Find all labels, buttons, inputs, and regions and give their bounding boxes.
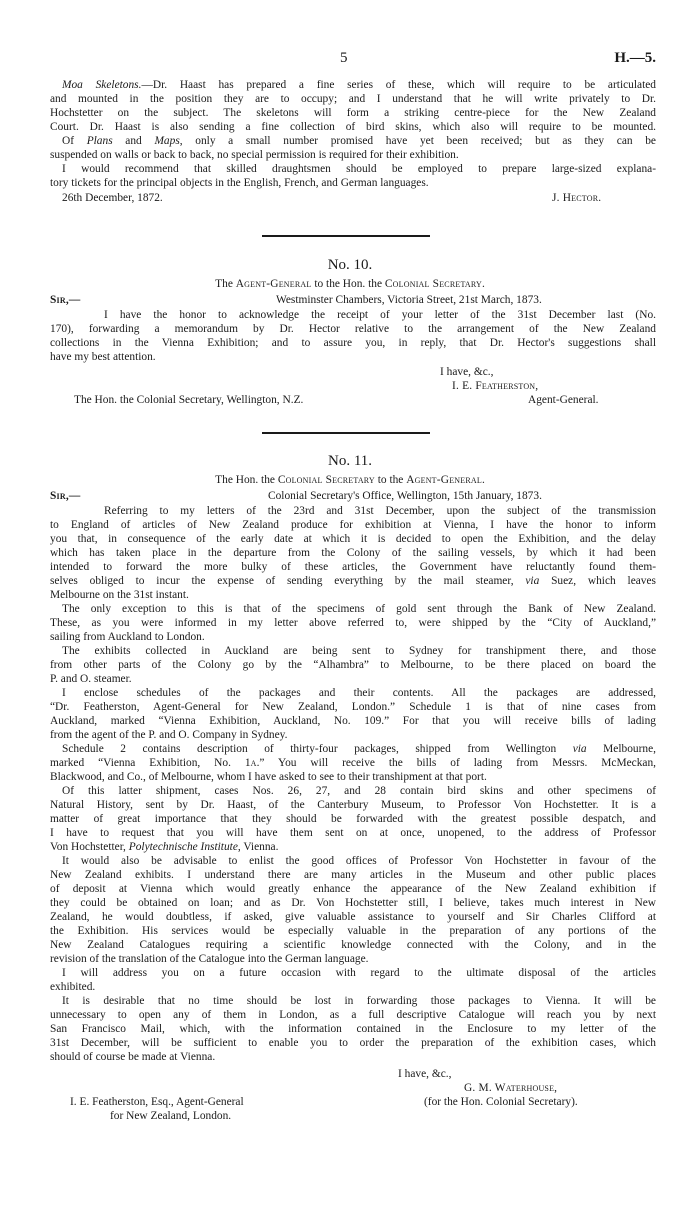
- salutation: Sir,—: [50, 294, 81, 306]
- text-line: selves obliged to incur the expense of sending everything by the mail steamer, via Suez, which leaves: [50, 575, 656, 587]
- text-line: of deposit at Vienna which would greatly enhance the appearance of the New Zealand exhibition if: [50, 883, 656, 895]
- text-line: 170), forwarding a memorandum by Dr. Hector relative to the arrangement of the New Zealand: [50, 323, 656, 335]
- text-line: Von Hochstetter, Polytechnische Institute, Vienna.: [50, 841, 279, 853]
- text-line: Court. Dr. Haast is also sending a fine collection of bird skins, which also will require to be mounted.: [50, 121, 656, 133]
- closing: I have, &c.,: [398, 1068, 452, 1080]
- page-number: 5: [340, 50, 348, 66]
- recipient: for New Zealand, London.: [110, 1110, 232, 1122]
- memo-date: 26th December, 1872.: [62, 192, 163, 204]
- text-line: you that, in consequence of the early date at which it is decided to open the Exhibition, and the delay: [50, 533, 656, 545]
- text-line: matter of great importance that they should be forwarded with the greatest possible despatch, and: [50, 813, 656, 825]
- text-line: Of this latter shipment, cases Nos. 26, 27, and 28 contain bird skins and other specimens of: [62, 785, 656, 797]
- text-line: 31st December, will be sufficient to enable you to order the preparation of the exhibition cases, which: [50, 1037, 656, 1049]
- text-line: I enclose schedules of the packages and their contents. All the packages are addressed,: [62, 687, 656, 699]
- section-subtitle: The Agent-General to the Hon. the Colonial Secretary.: [215, 278, 485, 290]
- text-line: from other parts of the Colony go by the “Alhambra” to Melbourne, to be there placed on board the: [50, 659, 656, 671]
- text-line: Of Plans and Maps, only a small number promised have yet been received; but as they can be: [62, 135, 656, 147]
- text-line: Zealand, he would doubtless, if asked, give valuable assistance to yourself and Sir Charles Clifford at: [50, 911, 656, 923]
- text-line: New Zealand Catalogues requiring a scientific knowledge connected with the Colony, and in the: [50, 939, 656, 951]
- text-line: exhibited.: [50, 981, 96, 993]
- text-line: “Dr. Featherston, Agent-General for New Zealand, London.” Schedule 1 is that of nine cases from: [50, 701, 656, 713]
- salutation: Sir,—: [50, 490, 81, 502]
- recipient: I. E. Featherston, Esq., Agent-General: [70, 1096, 244, 1108]
- text-line: collections in the Vienna Exhibition; and to assure you, in reply, that Dr. Hector's suggestions shall: [50, 337, 656, 349]
- signature: J. Hector.: [552, 192, 602, 204]
- text-line: The only exception to this is that of the specimens of gold sent through the Bank of New Zealand.: [62, 603, 656, 615]
- text-line: revision of the translation of the Catalogue into the German language.: [50, 953, 369, 965]
- text-line: and mounted in the position they are to occupy; and I understand that he will write privately to Dr.: [50, 93, 656, 105]
- signer-name: I. E. Featherston,: [452, 380, 539, 392]
- text-line: have my best attention.: [50, 351, 156, 363]
- text-line: I have to request that you will have them sent on at once, unopened, to the address of Professor: [50, 827, 656, 839]
- text-line: I will address you on a future occasion with regard to the ultimate disposal of the articles: [62, 967, 656, 979]
- text-line: Hochstetter on the subject. The skeletons will form a striking centre-piece for the New Zealand: [50, 107, 656, 119]
- text-line: The exhibits collected in Auckland are being sent to Sydney for transhipment there, and those: [62, 645, 656, 657]
- text-line: New Zealand exhibits. I understand there are many articles in the Museum and other public places: [50, 869, 656, 881]
- text-line: sailing from Auckland to London.: [50, 631, 205, 643]
- letter-address: Colonial Secretary's Office, Wellington, 15th January, 1873.: [268, 490, 542, 502]
- text-line: P. and O. steamer.: [50, 673, 132, 685]
- section-title: No. 11.: [327, 453, 373, 469]
- text-line: to England of articles of New Zealand produce for exhibition at Vienna, I have the honor to inform: [50, 519, 656, 531]
- section-subtitle: The Hon. the Colonial Secretary to the Agent-General.: [215, 474, 485, 486]
- section-divider: [262, 235, 430, 237]
- signer-note: (for the Hon. Colonial Secretary).: [424, 1096, 578, 1108]
- text-line: Blackwood, and Co., of Melbourne, whom I have asked to see to their transhipment at that port.: [50, 771, 487, 783]
- text-line: suspended on walls or back to back, no special permission is required for their exhibition.: [50, 149, 459, 161]
- signer-name: G. M. Waterhouse,: [464, 1082, 558, 1094]
- letter-address: Westminster Chambers, Victoria Street, 21st March, 1873.: [276, 294, 542, 306]
- text-line: It would also be advisable to enlist the good offices of Professor Von Hochstetter in favour of the: [62, 855, 656, 867]
- text-line: they could be obtained on loan; and as Dr. Von Hochstetter still, I believe, takes much interest in New: [50, 897, 656, 909]
- text-line: Schedule 2 contains description of thirty-four packages, shipped from Wellington via Melbourne,: [62, 743, 656, 755]
- text-line: It is desirable that no time should be lost in forwarding those packages to Vienna. It will be: [62, 995, 656, 1007]
- text-line: unnecessary to open any of them in London, as a full descriptive Catalogue will reach you by next: [50, 1009, 656, 1021]
- text-line: Moa Skeletons.—Dr. Haast has prepared a fine series of these, which will require to be articulated: [62, 79, 656, 91]
- signer-title: Agent-General.: [528, 394, 599, 406]
- text-line: intended to forward the more bulky of these articles, the Government have reluctantly found them-: [50, 561, 656, 573]
- section-divider: [262, 432, 430, 434]
- text-line: San Francisco Mail, which, with the information contained in the Enclosure to my letter of the: [50, 1023, 656, 1035]
- closing: I have, &c.,: [440, 366, 494, 378]
- text-line: from the agent of the P. and O. Company in Sydney.: [50, 729, 288, 741]
- text-line: tory tickets for the principal objects in the English, French, and German languages.: [50, 177, 429, 189]
- text-line: which has taken place in the departure from the Colony of the sailing vessels, by which it had been: [50, 547, 656, 559]
- recipient: The Hon. the Colonial Secretary, Wellington, N.Z.: [74, 394, 304, 406]
- text-line: Referring to my letters of the 23rd and 31st December, upon the subject of the transmission: [104, 505, 656, 517]
- text-line: should of course be made at Vienna.: [50, 1051, 216, 1063]
- text-line: Natural History, sent by Dr. Haast, of the Canterbury Museum, to Professor Von Hochstetter. It is a: [50, 799, 656, 811]
- text-line: These, as you were informed in my letter above referred to, were shipped by the “City of Auckland,”: [50, 617, 656, 629]
- text-line: the Exhibition. His services would be especially valuable in the preparation of any portions of the: [50, 925, 656, 937]
- text-line: Auckland, marked “Vienna Exhibition, Auckland, No. 109.” For that you will receive bills of lading: [50, 715, 656, 727]
- text-line: I have the honor to acknowledge the receipt of your letter of the 31st December last (No.: [104, 309, 656, 321]
- section-title: No. 10.: [327, 257, 373, 273]
- text-line: I would recommend that skilled draughtsmen should be employed to prepare large-sized explana-: [62, 163, 656, 175]
- moa-skeletons-heading: Moa Skeletons.: [62, 79, 142, 91]
- text-line: marked “Vienna Exhibition, No. 1a.” You will receive the bills of lading from Messrs. McMeckan,: [50, 757, 657, 769]
- text-line: Melbourne on the 31st instant.: [50, 589, 189, 601]
- document-reference: H.—5.: [614, 50, 656, 66]
